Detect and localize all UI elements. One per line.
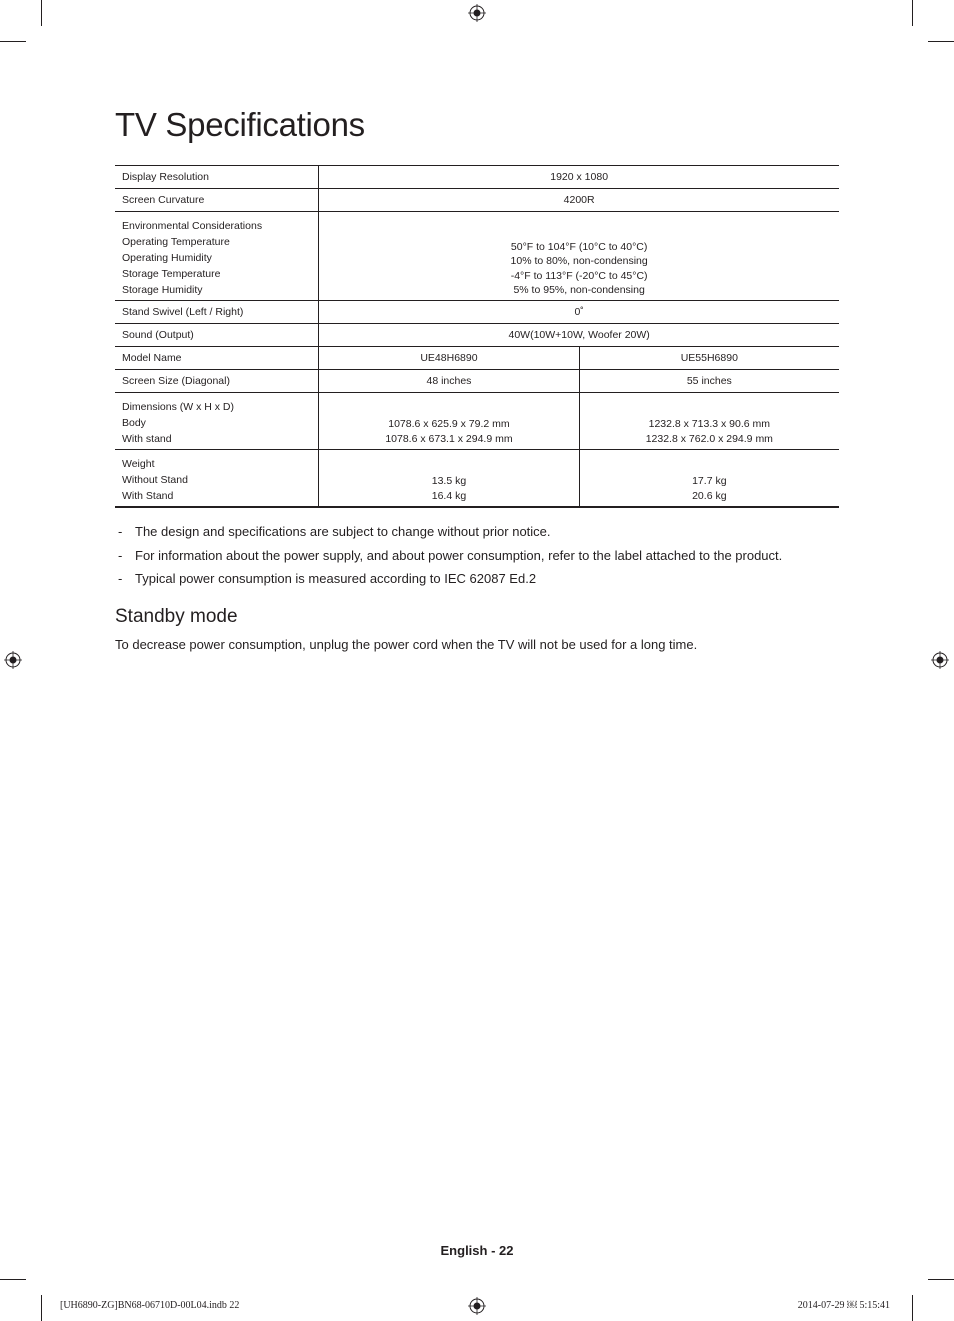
spec-value-line: 1078.6 x 625.9 x 79.2 mm (388, 418, 510, 430)
model-name-2: UE55H6890 (579, 347, 839, 370)
spec-value-line: 1078.6 x 673.1 x 294.9 mm (385, 433, 513, 445)
spec-label-line: Without Stand (122, 474, 188, 486)
table-row (115, 370, 839, 393)
spec-value: 55 inches (579, 370, 839, 393)
spec-label-line: With Stand (122, 490, 174, 502)
table-row (115, 212, 839, 301)
note-item (115, 567, 782, 591)
spec-value-line: -4°F to 113°F (-20°C to 45°C) (510, 269, 648, 282)
spec-label-line: Dimensions (W x H x D) (122, 401, 235, 413)
spec-label (115, 393, 319, 450)
note-marker: - (118, 524, 123, 539)
spec-value-line: 1232.8 x 713.3 x 90.6 mm (648, 418, 771, 430)
spec-label-line: Environmental Considerations (122, 220, 263, 232)
spec-value (579, 450, 839, 508)
spec-label-line: Weight (122, 458, 155, 470)
spec-value-line: 13.5 kg (431, 475, 467, 487)
spec-label: Stand Swivel (Left / Right) (115, 301, 319, 324)
table-row (115, 301, 839, 324)
spec-value-line: 17.7 kg (692, 475, 727, 487)
spec-label: Screen Curvature (115, 189, 319, 212)
spec-label: Model Name (115, 347, 319, 370)
note-text: For information about the power supply, and about power consumption, refer to the label attached to the product. (135, 547, 783, 563)
note-item (115, 520, 782, 544)
spec-value: 48 inches (319, 370, 579, 393)
section-body: To decrease power consumption, unplug the power cord when the TV will not be used for a long time. (115, 637, 698, 652)
registration-mark-icon (931, 651, 949, 669)
crop-mark (912, 0, 913, 26)
spec-value (319, 212, 839, 301)
spec-value: 0˚ (319, 301, 839, 324)
registration-mark-icon (468, 1297, 486, 1315)
print-slug-file: [UH6890-ZG]BN68-06710D-00L04.indb 22 (60, 1300, 240, 1311)
spec-value: 1920 x 1080 (319, 166, 839, 189)
crop-mark (0, 1279, 26, 1280)
spec-label: Sound (Output) (115, 324, 319, 347)
spec-value-line: 1232.8 x 762.0 x 294.9 mm (645, 433, 773, 445)
crop-mark (912, 1295, 913, 1321)
registration-mark-icon (468, 4, 486, 22)
spec-value (319, 450, 579, 508)
spec-label-line: Body (122, 417, 146, 429)
crop-mark (0, 41, 26, 42)
registration-mark-icon (4, 651, 22, 669)
spec-value-line: 10% to 80%, non-condensing (510, 255, 648, 268)
note-text: The design and specifications are subject to change without prior notice. (135, 524, 551, 539)
crop-mark (928, 1279, 954, 1280)
spec-value: 4200R (319, 189, 839, 212)
model-name-1: UE48H6890 (319, 347, 579, 370)
table-row (115, 189, 839, 212)
spec-label-line: Storage Temperature (122, 268, 221, 280)
table-row (115, 450, 839, 508)
table-row (115, 393, 839, 450)
spec-value-line: 50°F to 104°F (10°C to 40°C) (510, 240, 648, 253)
spec-label-line: Operating Humidity (122, 252, 212, 264)
note-marker: - (118, 547, 123, 563)
spec-value-line: 16.4 kg (431, 490, 467, 502)
spec-label-line: Operating Temperature (122, 236, 230, 248)
print-slug-date: 2014-07-29 ￼ 5:15:41 (797, 1300, 890, 1311)
spec-label (115, 212, 319, 301)
note-text: Typical power consumption is measured according to IEC 62087 Ed.2 (135, 571, 537, 586)
spec-label (115, 450, 319, 508)
spec-label-line: Storage Humidity (122, 284, 203, 296)
spec-label: Screen Size (Diagonal) (115, 370, 319, 393)
crop-mark (41, 1295, 42, 1321)
note-item (115, 544, 782, 568)
page-title: TV Specifications (115, 106, 365, 143)
page-number: English - 22 (440, 1243, 514, 1258)
spec-value (319, 393, 579, 450)
specifications-table (115, 165, 839, 508)
table-row (115, 347, 839, 370)
section-title: Standby mode (115, 606, 238, 627)
crop-mark (41, 0, 42, 26)
crop-mark (928, 41, 954, 42)
table-row (115, 324, 839, 347)
spec-value-line: 20.6 kg (692, 490, 727, 502)
spec-value (579, 393, 839, 450)
spec-value-line: 5% to 95%, non-condensing (513, 284, 645, 297)
spec-value: 40W(10W+10W, Woofer 20W) (319, 324, 839, 347)
notes-list (115, 520, 782, 591)
table-row (115, 166, 839, 189)
note-marker: - (118, 571, 123, 586)
spec-label-line: With stand (122, 433, 172, 445)
spec-label: Display Resolution (115, 166, 319, 189)
